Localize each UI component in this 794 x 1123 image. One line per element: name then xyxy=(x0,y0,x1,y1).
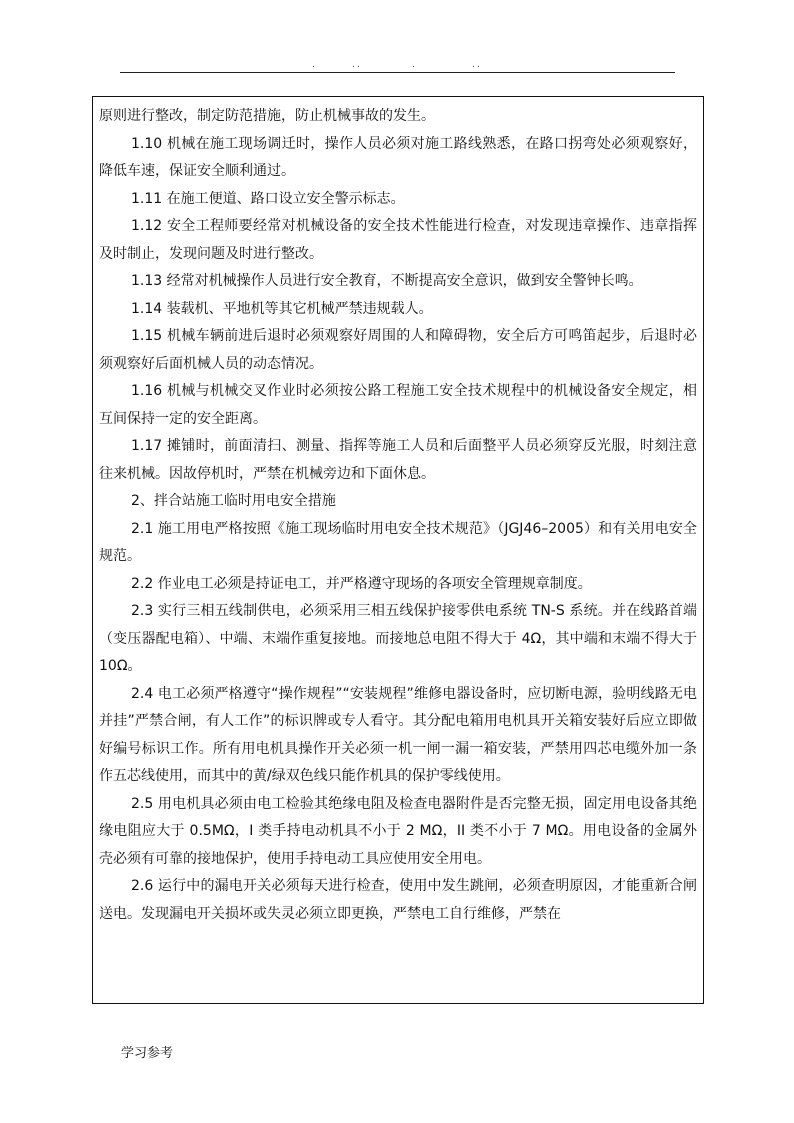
paragraph: 1.17 摊铺时，前面清扫、测量、指挥等施工人员和后面整平人员必须穿反光服，时刻注意往来机械。因故停机时，严禁在机械旁边和下面休息。 xyxy=(99,438,697,482)
header-mark: . xyxy=(312,60,317,70)
paragraph: 1.16 机械与机械交叉作业时必须按公路工程施工安全技术规程中的机械设备安全规定，相互间保持一定的安全距离。 xyxy=(99,383,697,427)
paragraph: 2.6 运行中的漏电开关必须每天进行检查，使用中发生跳闸，必须查明原因，才能重新合闸送电。发现漏电开关损坏或失灵必须立即更换，严禁电工自行维修，严禁在 xyxy=(99,878,697,922)
paragraph: 原则进行整改，制定防范措施，防止机械事故的发生。 xyxy=(99,108,435,124)
header-mark: .. xyxy=(472,60,482,70)
header-rule xyxy=(120,72,675,73)
header-mark: . xyxy=(412,60,417,70)
paragraph: 2.2 作业电工必须是持证电工，并严格遵守现场的各项安全管理规章制度。 xyxy=(131,575,592,592)
content-table-cell xyxy=(92,96,704,1004)
paragraph: 2.4 电工必须严格遵守“操作规程”“安装规程”维修电器设备时，应切断电源，验明线路无电并挂”严禁合闸，有人工作”的标识牌或专人看守。其分配电箱用电机具开关箱安装好后应立即做好编号标识工作。所有用电机具操作开关必须一机一闸一漏一箱安装，严禁用四芯电缆外加一条作五芯线使用，而其中的黄/绿双色线只能作机具的保护零线使用。 xyxy=(99,685,697,784)
paragraph: 2.5 用电机具必须由电工检验其绝缘电阻及检查电器附件是否完整无损，固定用电设备其绝缘电阻应大于 0.5MΩ，I 类手持电动机具不小于 2 MΩ，II 类不小于 7 MΩ。用电设备的金属外壳必须有可靠的接地保护，使用手持电动工具应使用安全用电。 xyxy=(99,795,697,867)
section-heading: 2、拌合站施工临时用电安全措施 xyxy=(131,493,336,509)
paragraph: 1.12 安全工程师要经常对机械设备的安全技术性能进行检查，对发现违章操作、违章指挥及时制止，发现问题及时进行整改。 xyxy=(99,218,697,262)
paragraph: 2.1 施工用电严格按照《施工现场临时用电安全技术规范》（JGJ46–2005）和有关用电安全规范。 xyxy=(99,520,697,564)
page-header-marks xyxy=(120,60,675,72)
page-footer: 学习参考 xyxy=(121,1046,174,1061)
paragraph: 1.11 在施工便道、路口设立安全警示标志。 xyxy=(131,190,405,207)
paragraph: 1.13 经常对机械操作人员进行安全教育，不断提高安全意识，做到安全警钟长鸣。 xyxy=(131,273,643,289)
paragraph: 1.14 装载机、平地机等其它机械严禁违规载人。 xyxy=(131,300,433,317)
paragraph: 1.10 机械在施工现场调迁时，操作人员必须对施工路线熟悉，在路口拐弯处必须观察好，降低车速，保证安全顺利通过。 xyxy=(99,135,697,179)
header-mark: .. xyxy=(352,60,362,70)
paragraph: 1.15 机械车辆前进后退时必须观察好周围的人和障碍物，安全后方可鸣笛起步，后退时必须观察好后面机械人员的动态情况。 xyxy=(99,328,697,372)
paragraph: 2.3 实行三相五线制供电，必须采用三相五线保护接零供电系统 TN-S 系统。并在线路首端（变压器配电箱）、中端、末端作重复接地。而接地总电阻不得大于 4Ω，其中端和末端不得大于 10Ω。 xyxy=(99,603,697,674)
